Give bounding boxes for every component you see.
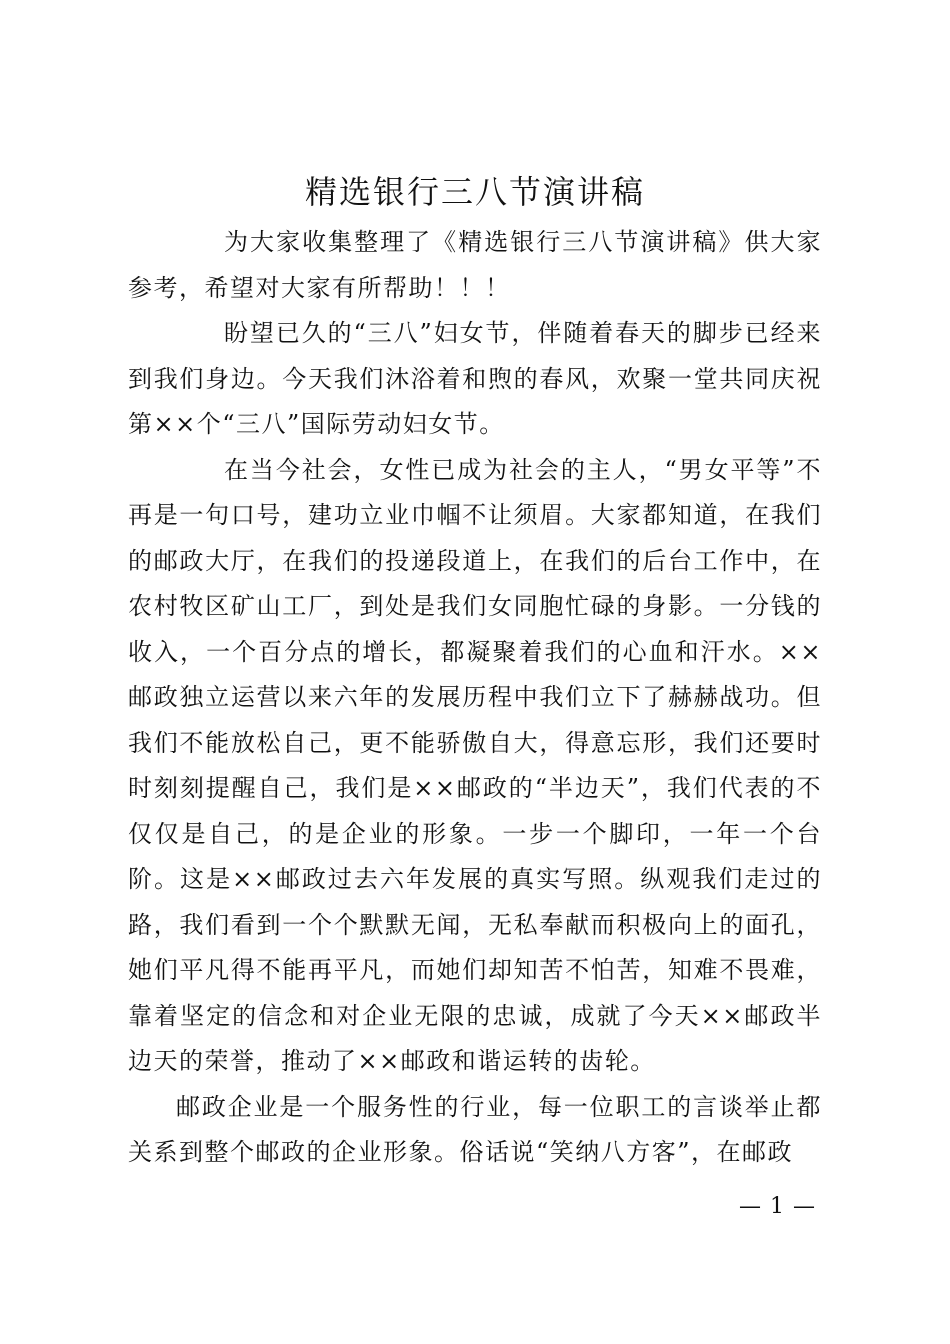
document-title: 精选银行三八节演讲稿 [304, 173, 645, 211]
paragraph-service: 邮政企业是一个服务性的行业，每一位职工的言谈举止都关系到整个邮政的企业形象。俗话说“笑纳八方客”，在邮政 [128, 1092, 822, 1166]
document-body [128, 220, 822, 1176]
paragraph-opening: 盼望已久的“三八”妇女节，伴随着春天的脚步已经来到我们身边。今天我们沐浴着和煦的春风，欢聚一堂共同庆祝第××个“三八”国际劳动妇女节。 [128, 319, 822, 438]
page-number: — 1 — [739, 1194, 816, 1219]
paragraph-intro: 为大家收集整理了《精选银行三八节演讲稿》供大家参考，希望对大家有所帮助！！！ [128, 228, 822, 302]
paragraph-society: 在当今社会，女性已成为社会的主人，“男女平等”不再是一句口号，建功立业巾帼不让须眉。大家都知道，在我们的邮政大厅，在我们的投递段道上，在我们的后台工作中，在农村牧区矿山工厂，到处是我们女同胞忙碌的身影。一分钱的收入，一个百分点的增长，都凝聚着我们的心血和汗水。××邮政独立运营以来六年的发展历程中我们立下了赫赫战功。但我们不能放松自己，更不能骄傲自大，得意忘形，我们还要时时刻刻提醒自己，我们是××邮政的“半边天”，我们代表的不仅仅是自己，的是企业的形象。一步一个脚印，一年一个台阶。这是××邮政过去六年发展的真实写照。纵观我们走过的路，我们看到一个个默默无闻，无私奉献而积极向上的面孔，她们平凡得不能再平凡，而她们却知苦不怕苦，知难不畏难，靠着坚定的信念和对企业无限的忠诚，成就了今天××邮政半边天的荣誉，推动了××邮政和谐运转的齿轮。 [128, 455, 822, 1075]
